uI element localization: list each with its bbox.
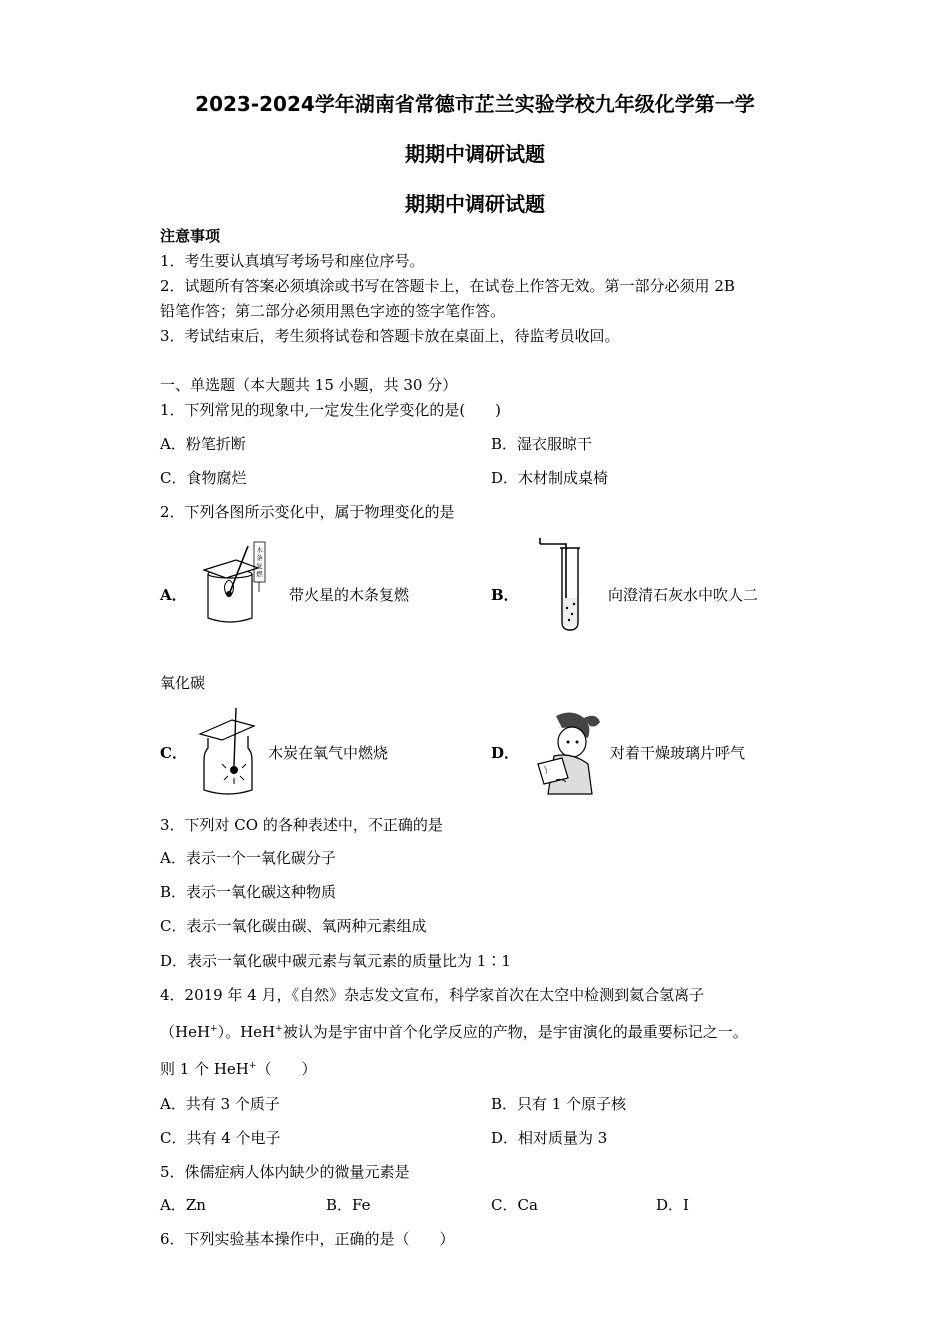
q1-stem: 1．下列常见的现象中,一定发生化学变化的是( ) (160, 401, 502, 419)
q3-option-d: D．表示一氧化碳中碳元素与氧元素的质量比为 1∶1 (160, 952, 511, 970)
q3-stem: 3．下列对 CO 的各种表述中，不正确的是 (160, 816, 443, 834)
fig-a-sign-text: 木条复燃 (256, 546, 263, 578)
notice-item-1: 1．考生要认真填写考场号和座位序号。 (160, 252, 425, 270)
glowing-splint-jar-figure (202, 540, 274, 628)
q6-stem: 6．下列实验基本操作中，正确的是（ ） (160, 1230, 455, 1248)
q2-option-a-label: A． (160, 586, 187, 604)
q2-stem: 2．下列各图所示变化中，属于物理变化的是 (160, 503, 455, 521)
page-title-line-3: 期期中调研试题 (405, 192, 545, 216)
notice-heading: 注意事项 (160, 227, 221, 245)
q2-option-b-text: 向澄清石灰水中吹人二 (608, 586, 759, 604)
test-tube-blowing-figure (532, 538, 584, 634)
q4-option-c: C．共有 4 个电子 (160, 1129, 281, 1147)
q2-option-a-text: 带火星的木条复燃 (289, 586, 410, 604)
notice-item-2-cont: 铅笔作答；第二部分必须用黑色字迹的签字笔作答。 (160, 302, 506, 320)
q2-option-d-label: D． (491, 744, 520, 762)
q5-option-c: C．Ca (491, 1196, 538, 1214)
section-heading: 一、单选题（本大题共 15 小题，共 30 分） (160, 376, 458, 394)
q5-option-a: A．Zn (160, 1196, 206, 1214)
notice-item-3: 3．考试结束后，考生须将试卷和答题卡放在桌面上，待监考员收回。 (160, 327, 620, 345)
q2-option-b-text-cont: 氧化碳 (160, 674, 206, 692)
q4-option-d: D．相对质量为 3 (491, 1129, 608, 1147)
q2-option-d-text: 对着干燥玻璃片呼气 (610, 744, 746, 762)
q3-option-c: C．表示一氧化碳由碳、氧两种元素组成 (160, 917, 427, 935)
q3-option-b: B．表示一氧化碳这种物质 (160, 883, 337, 901)
q3-option-a: A．表示一个一氧化碳分子 (160, 849, 336, 867)
q1-option-b: B．湿衣服晾干 (491, 435, 593, 453)
q4-option-a: A．共有 3 个质子 (160, 1095, 280, 1113)
girl-breathing-on-glass-figure (526, 708, 606, 800)
q2-option-c-label: C． (160, 744, 187, 762)
q5-option-b: B．Fe (326, 1196, 371, 1214)
q5-option-d: D．I (656, 1196, 689, 1214)
q2-option-b-label: B． (491, 586, 519, 604)
q4-stem-line-2: （HeH+）。HeH+被认为是宇宙中首个化学反应的产物，是宇宙演化的最重要标记之一。 (160, 1023, 748, 1041)
q1-option-d: D．木材制成桌椅 (491, 469, 609, 487)
q4-option-b: B．只有 1 个原子核 (491, 1095, 627, 1113)
q2-option-c-text: 木炭在氧气中燃烧 (268, 744, 389, 762)
q4-stem-line-1: 4．2019 年 4 月，《自然》杂志发文宣布，科学家首次在太空中检测到氦合氢离子 (160, 986, 705, 1004)
q1-option-c: C．食物腐烂 (160, 469, 247, 487)
page-title-line-2: 期期中调研试题 (405, 142, 545, 166)
q4-stem-line-3: 则 1 个 HeH+（ ） (160, 1060, 317, 1078)
q5-stem: 5．侏儒症病人体内缺少的微量元素是 (160, 1163, 410, 1181)
charcoal-burning-jar-figure (196, 708, 262, 800)
notice-item-2: 2．试题所有答案必须填涂或书写在答题卡上，在试卷上作答无效。第一部分必须用 2B (160, 277, 735, 295)
q1-option-a: A．粉笔折断 (160, 435, 246, 453)
page-title-line-1: 2023-2024学年湖南省常德市芷兰实验学校九年级化学第一学 (195, 92, 755, 116)
